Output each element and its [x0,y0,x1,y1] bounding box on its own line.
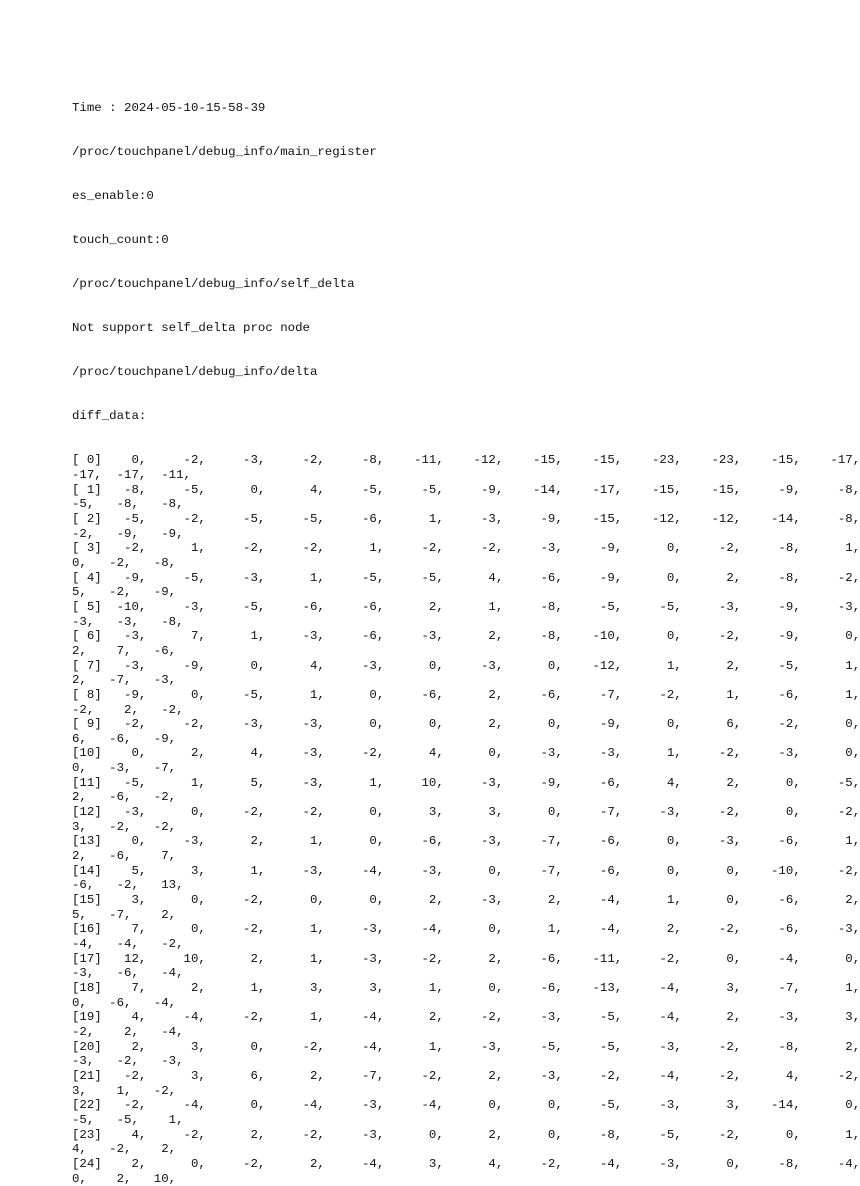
diff-row-6-line-2: 2, 7, -6, [72,644,860,659]
diff-row-13-line-2: 2, -6, 7, [72,849,860,864]
diff-row-5-line-1: [ 5] -10, -3, -5, -6, -6, 2, 1, -8, -5, -5, -3, -9, -3, [72,600,860,615]
diff-row-5-line-2: -3, -3, -8, [72,615,860,630]
diff-row-10-line-2: 0, -3, -7, [72,761,860,776]
diff-row-10-line-1: [10] 0, 2, 4, -3, -2, 4, 0, -3, -3, 1, -2, -3, 0, [72,746,860,761]
log-line-self-delta-path: /proc/touchpanel/debug_info/self_delta [72,277,860,292]
log-line-delta-path: /proc/touchpanel/debug_info/delta [72,365,860,380]
diff-data-table [72,453,860,468]
diff-row-7-line-1: [ 7] -3, -9, 0, 4, -3, 0, -3, 0, -12, 1, 2, -5, 1, [72,659,860,674]
diff-row-21-line-2: 3, 1, -2, [72,1084,860,1099]
diff-row-12-line-1: [12] -3, 0, -2, -2, 0, 3, 3, 0, -7, -3, -2, 0, -2, [72,805,860,820]
log-text [72,72,860,483]
diff-row-1-line-1: [ 1] -8, -5, 0, 4, -5, -5, -9, -14, -17, -15, -15, -9, -8, [72,483,860,498]
diff-row-4-line-1: [ 4] -9, -5, -3, 1, -5, -5, 4, -6, -9, 0, 2, -8, -2, [72,571,860,586]
diff-row-8-line-1: [ 8] -9, 0, -5, 1, 0, -6, 2, -6, -7, -2, 1, -6, 1, [72,688,860,703]
diff-row-3-line-1: [ 3] -2, 1, -2, -2, 1, -2, -2, -3, -9, 0, -2, -8, 1, [72,541,860,556]
diff-row-17-line-2: -3, -6, -4, [72,966,860,981]
log-line-es-enable: es_enable:0 [72,189,860,204]
diff-row-21-line-1: [21] -2, 3, 6, 2, -7, -2, 2, -3, -2, -4, -2, 4, -2, [72,1069,860,1084]
diff-row-0-line-2: -17, -17, -11, [72,468,860,483]
log-line-touch-count: touch_count:0 [72,233,860,248]
diff-row-9-line-1: [ 9] -2, -2, -3, -3, 0, 0, 2, 0, -9, 0, 6, -2, 0, [72,717,860,732]
log-line-time: Time : 2024-05-10-15-58-39 [72,101,860,116]
diff-row-14-line-1: [14] 5, 3, 1, -3, -4, -3, 0, -7, -6, 0, 0, -10, -2, [72,864,860,879]
diff-row-7-line-2: 2, -7, -3, [72,673,860,688]
diff-row-6-line-1: [ 6] -3, 7, 1, -3, -6, -3, 2, -8, -10, 0, -2, -9, 0, [72,629,860,644]
diff-row-22-line-1: [22] -2, -4, 0, -4, -3, -4, 0, 0, -5, -3, 3, -14, 0, [72,1098,860,1113]
diff-row-0-line-1: [ 0] 0, -2, -3, -2, -8, -11, -12, -15, -15, -23, -23, -15, -17, [72,453,860,468]
diff-row-23-line-1: [23] 4, -2, 2, -2, -3, 0, 2, 0, -8, -5, -2, 0, 1, [72,1128,860,1143]
log-line-main-register-path: /proc/touchpanel/debug_info/main_register [72,145,860,160]
diff-row-23-line-2: 4, -2, 2, [72,1142,860,1157]
diff-row-18-line-2: 0, -6, -4, [72,996,860,1011]
diff-row-2-line-2: -2, -9, -9, [72,527,860,542]
diff-row-11-line-1: [11] -5, 1, 5, -3, 1, 10, -3, -9, -6, 4, 2, 0, -5, [72,776,860,791]
log-line-self-delta-message: Not support self_delta proc node [72,321,860,336]
diff-row-15-line-2: 5, -7, 2, [72,908,860,923]
diff-row-15-line-1: [15] 3, 0, -2, 0, 0, 2, -3, 2, -4, 1, 0, -6, 2, [72,893,860,908]
diff-row-4-line-2: 5, -2, -9, [72,585,860,600]
diff-row-19-line-1: [19] 4, -4, -2, 1, -4, 2, -2, -3, -5, -4, 2, -3, 3, [72,1010,860,1025]
diff-row-24-line-2: 0, 2, 10, [72,1172,860,1186]
diff-row-9-line-2: 6, -6, -9, [72,732,860,747]
diff-row-1-line-2: -5, -8, -8, [72,497,860,512]
diff-row-2-line-1: [ 2] -5, -2, -5, -5, -6, 1, -3, -9, -15, -12, -12, -14, -8, [72,512,860,527]
diff-row-20-line-1: [20] 2, 3, 0, -2, -4, 1, -3, -5, -5, -3, -2, -8, 2, [72,1040,860,1055]
diff-row-16-line-2: -4, -4, -2, [72,937,860,952]
diff-row-14-line-2: -6, -2, 13, [72,878,860,893]
diff-row-16-line-1: [16] 7, 0, -2, 1, -3, -4, 0, 1, -4, 2, -2, -6, -3, [72,922,860,937]
diff-row-12-line-2: 3, -2, -2, [72,820,860,835]
diff-row-11-line-2: 2, -6, -2, [72,790,860,805]
log-line-diff-data-label: diff_data: [72,409,860,424]
diff-row-3-line-2: 0, -2, -8, [72,556,860,571]
diff-row-22-line-2: -5, -5, 1, [72,1113,860,1128]
diff-row-20-line-2: -3, -2, -3, [72,1054,860,1069]
diff-row-17-line-1: [17] 12, 10, 2, 1, -3, -2, 2, -6, -11, -2, 0, -4, 0, [72,952,860,967]
diff-row-18-line-1: [18] 7, 2, 1, 3, 3, 1, 0, -6, -13, -4, 3, -7, 1, [72,981,860,996]
diff-row-24-line-1: [24] 2, 0, -2, 2, -4, 3, 4, -2, -4, -3, 0, -8, -4, [72,1157,860,1172]
diff-row-13-line-1: [13] 0, -3, 2, 1, 0, -6, -3, -7, -6, 0, -3, -6, 1, [72,834,860,849]
diff-row-19-line-2: -2, 2, -4, [72,1025,860,1040]
diff-row-8-line-2: -2, 2, -2, [72,703,860,718]
